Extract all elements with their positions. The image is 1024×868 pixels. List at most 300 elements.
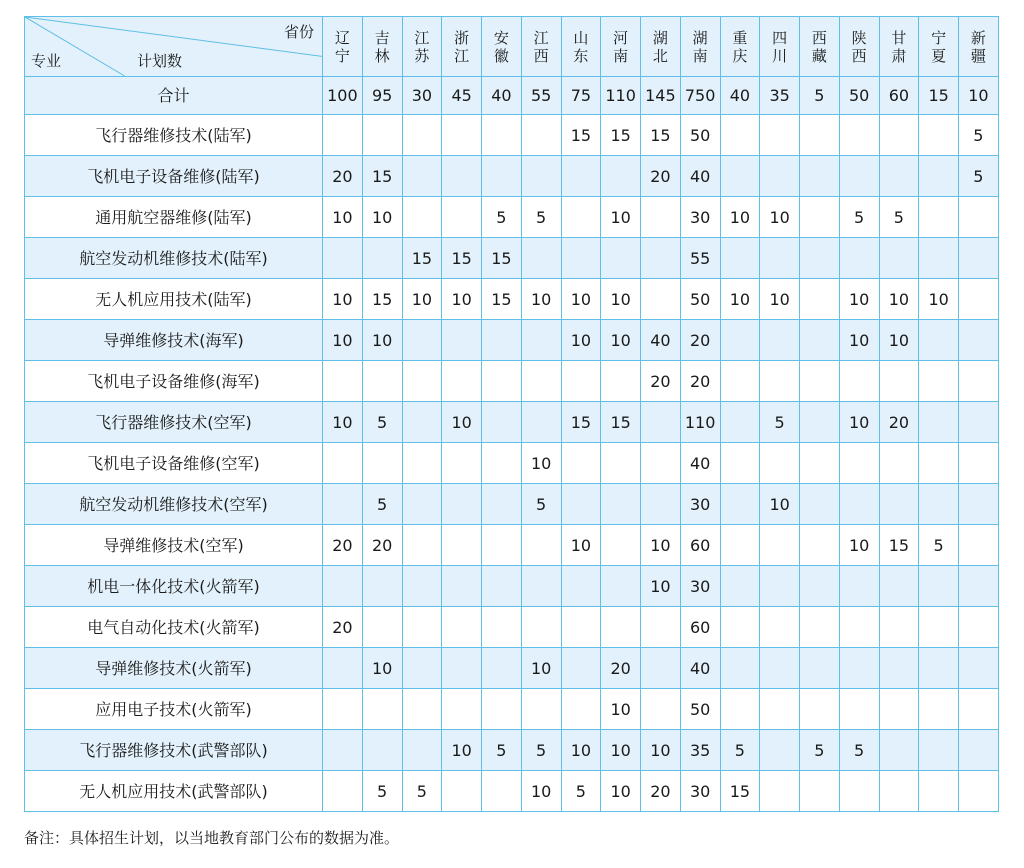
plan-count-cell: 10 <box>561 320 601 361</box>
plan-count-cell <box>521 320 561 361</box>
plan-count-cell <box>601 361 641 402</box>
total-cell: 145 <box>641 77 681 115</box>
plan-count-cell <box>402 156 442 197</box>
province-header: 江苏 <box>402 17 442 77</box>
plan-count-cell <box>442 607 482 648</box>
province-header: 辽宁 <box>323 17 363 77</box>
plan-count-cell <box>362 689 402 730</box>
plan-count-cell: 5 <box>362 484 402 525</box>
plan-count-cell <box>839 648 879 689</box>
major-name-cell: 飞行器维修技术(空军) <box>25 402 323 443</box>
plan-count-cell: 5 <box>919 525 959 566</box>
plan-count-cell: 10 <box>442 730 482 771</box>
plan-count-cell: 35 <box>680 730 720 771</box>
plan-count-cell <box>720 525 760 566</box>
plan-count-cell: 15 <box>601 402 641 443</box>
plan-count-cell <box>919 320 959 361</box>
table-row <box>25 484 999 525</box>
plan-count-cell <box>641 689 681 730</box>
plan-count-cell <box>362 361 402 402</box>
plan-count-cell <box>839 689 879 730</box>
corner-plan-count-label: 计划数 <box>137 52 183 70</box>
plan-count-cell <box>561 566 601 607</box>
plan-count-cell <box>482 443 522 484</box>
total-cell: 75 <box>561 77 601 115</box>
plan-count-cell: 10 <box>760 279 800 320</box>
plan-count-cell <box>839 443 879 484</box>
province-header: 西藏 <box>800 17 840 77</box>
plan-count-cell <box>601 484 641 525</box>
major-name-cell: 导弹维修技术(海军) <box>25 320 323 361</box>
plan-count-cell: 15 <box>601 115 641 156</box>
major-name-cell: 无人机应用技术(陆军) <box>25 279 323 320</box>
plan-count-cell <box>442 361 482 402</box>
plan-count-cell: 30 <box>680 484 720 525</box>
major-name-cell: 飞机电子设备维修(陆军) <box>25 156 323 197</box>
plan-count-cell <box>720 689 760 730</box>
plan-count-cell <box>720 484 760 525</box>
plan-count-cell <box>601 443 641 484</box>
plan-count-cell <box>362 607 402 648</box>
plan-count-cell <box>959 607 999 648</box>
plan-count-cell <box>919 156 959 197</box>
plan-count-cell <box>561 361 601 402</box>
plan-count-cell <box>561 484 601 525</box>
plan-count-cell <box>959 238 999 279</box>
total-label: 合计 <box>25 77 323 115</box>
plan-count-cell <box>442 115 482 156</box>
total-cell: 30 <box>402 77 442 115</box>
plan-count-cell <box>959 730 999 771</box>
total-cell: 40 <box>482 77 522 115</box>
plan-count-cell <box>482 115 522 156</box>
major-name-cell: 电气自动化技术(火箭军) <box>25 607 323 648</box>
plan-count-cell: 10 <box>601 279 641 320</box>
plan-count-cell: 10 <box>839 320 879 361</box>
plan-count-cell <box>561 648 601 689</box>
plan-count-cell: 20 <box>323 525 363 566</box>
plan-count-cell: 15 <box>402 238 442 279</box>
plan-count-cell <box>442 320 482 361</box>
enrollment-plan-table <box>24 16 999 812</box>
table-row <box>25 525 999 566</box>
plan-count-cell: 10 <box>839 525 879 566</box>
plan-count-cell <box>482 648 522 689</box>
plan-count-cell: 10 <box>402 279 442 320</box>
plan-count-cell <box>442 156 482 197</box>
plan-count-cell <box>879 361 919 402</box>
plan-count-cell <box>959 402 999 443</box>
plan-count-cell: 10 <box>561 279 601 320</box>
plan-count-cell: 10 <box>323 402 363 443</box>
plan-count-cell <box>919 730 959 771</box>
major-name-cell: 导弹维修技术(空军) <box>25 525 323 566</box>
total-cell: 95 <box>362 77 402 115</box>
plan-count-cell <box>800 402 840 443</box>
plan-count-cell <box>720 361 760 402</box>
plan-count-cell <box>959 361 999 402</box>
plan-count-cell: 5 <box>959 156 999 197</box>
plan-count-cell: 10 <box>323 197 363 238</box>
plan-count-cell: 10 <box>362 648 402 689</box>
table-row <box>25 197 999 238</box>
plan-count-cell: 10 <box>641 566 681 607</box>
plan-count-cell: 5 <box>482 197 522 238</box>
province-header: 陕西 <box>839 17 879 77</box>
plan-count-cell <box>442 689 482 730</box>
plan-count-cell <box>760 607 800 648</box>
plan-count-cell <box>760 525 800 566</box>
plan-count-cell <box>800 197 840 238</box>
plan-count-cell <box>919 443 959 484</box>
plan-count-cell <box>800 566 840 607</box>
plan-count-cell <box>442 525 482 566</box>
plan-count-cell: 10 <box>760 484 800 525</box>
plan-count-cell: 5 <box>800 730 840 771</box>
major-name-cell: 机电一体化技术(火箭军) <box>25 566 323 607</box>
plan-count-cell <box>402 115 442 156</box>
province-header: 宁夏 <box>919 17 959 77</box>
plan-count-cell <box>561 443 601 484</box>
province-header: 安徽 <box>482 17 522 77</box>
province-header: 吉林 <box>362 17 402 77</box>
plan-count-cell: 10 <box>362 320 402 361</box>
plan-count-cell <box>760 771 800 812</box>
plan-count-cell <box>839 156 879 197</box>
enrollment-plan-table-container <box>24 16 998 812</box>
plan-count-cell <box>800 607 840 648</box>
plan-count-cell <box>561 689 601 730</box>
table-row <box>25 115 999 156</box>
plan-count-cell <box>919 689 959 730</box>
major-name-cell: 飞行器维修技术(陆军) <box>25 115 323 156</box>
plan-count-cell <box>402 402 442 443</box>
plan-count-cell <box>800 525 840 566</box>
plan-count-cell: 110 <box>680 402 720 443</box>
plan-count-cell <box>879 156 919 197</box>
plan-count-cell: 55 <box>680 238 720 279</box>
plan-count-cell <box>641 279 681 320</box>
plan-count-cell <box>760 648 800 689</box>
plan-count-cell <box>800 320 840 361</box>
plan-count-cell <box>720 115 760 156</box>
province-header: 新疆 <box>959 17 999 77</box>
plan-count-cell: 10 <box>839 402 879 443</box>
plan-count-cell: 10 <box>323 320 363 361</box>
major-name-cell: 无人机应用技术(武警部队) <box>25 771 323 812</box>
plan-count-cell: 10 <box>641 730 681 771</box>
plan-count-cell <box>720 607 760 648</box>
plan-count-cell <box>959 279 999 320</box>
plan-count-cell <box>959 484 999 525</box>
plan-count-cell <box>402 730 442 771</box>
province-header: 河南 <box>601 17 641 77</box>
table-row <box>25 443 999 484</box>
total-cell: 10 <box>959 77 999 115</box>
plan-count-cell <box>879 730 919 771</box>
plan-count-cell <box>402 648 442 689</box>
plan-count-cell <box>402 607 442 648</box>
table-row <box>25 730 999 771</box>
plan-count-cell <box>800 689 840 730</box>
plan-count-cell <box>959 566 999 607</box>
plan-count-cell <box>482 566 522 607</box>
plan-count-cell <box>839 361 879 402</box>
major-name-cell: 航空发动机维修技术(空军) <box>25 484 323 525</box>
plan-count-cell <box>521 238 561 279</box>
plan-count-cell <box>720 402 760 443</box>
plan-count-cell: 15 <box>482 238 522 279</box>
major-name-cell: 飞机电子设备维修(海军) <box>25 361 323 402</box>
table-row <box>25 156 999 197</box>
plan-count-cell <box>521 402 561 443</box>
plan-count-cell: 10 <box>601 771 641 812</box>
plan-count-cell: 10 <box>641 525 681 566</box>
plan-count-cell <box>323 730 363 771</box>
plan-count-cell <box>919 402 959 443</box>
plan-count-cell: 10 <box>323 279 363 320</box>
plan-count-cell: 5 <box>362 402 402 443</box>
plan-count-cell: 15 <box>482 279 522 320</box>
plan-count-cell <box>521 525 561 566</box>
plan-count-cell: 5 <box>521 197 561 238</box>
plan-count-cell: 10 <box>919 279 959 320</box>
total-cell: 100 <box>323 77 363 115</box>
plan-count-cell: 20 <box>601 648 641 689</box>
plan-count-cell <box>959 648 999 689</box>
plan-count-cell <box>442 197 482 238</box>
plan-count-cell <box>720 238 760 279</box>
plan-count-cell <box>442 771 482 812</box>
plan-count-cell <box>800 279 840 320</box>
table-row <box>25 279 999 320</box>
plan-count-cell <box>879 689 919 730</box>
plan-count-cell: 15 <box>879 525 919 566</box>
plan-count-cell: 50 <box>680 689 720 730</box>
plan-count-cell: 5 <box>482 730 522 771</box>
plan-count-cell <box>919 771 959 812</box>
major-name-cell: 通用航空器维修(陆军) <box>25 197 323 238</box>
plan-count-cell <box>402 525 442 566</box>
province-header: 江西 <box>521 17 561 77</box>
plan-count-cell <box>362 443 402 484</box>
plan-count-cell: 60 <box>680 607 720 648</box>
plan-count-cell <box>919 607 959 648</box>
plan-count-cell <box>641 443 681 484</box>
table-row <box>25 402 999 443</box>
plan-count-cell <box>641 607 681 648</box>
plan-count-cell: 10 <box>442 402 482 443</box>
total-row <box>25 77 999 115</box>
plan-count-cell: 20 <box>879 402 919 443</box>
plan-count-cell: 10 <box>561 525 601 566</box>
plan-count-cell <box>919 238 959 279</box>
plan-count-cell <box>879 484 919 525</box>
major-name-cell: 应用电子技术(火箭军) <box>25 689 323 730</box>
corner-header-cell <box>25 17 323 77</box>
plan-count-cell: 5 <box>839 197 879 238</box>
province-header: 湖南 <box>680 17 720 77</box>
plan-count-cell: 10 <box>442 279 482 320</box>
plan-count-cell <box>402 320 442 361</box>
plan-count-cell: 15 <box>362 279 402 320</box>
plan-count-cell <box>879 771 919 812</box>
plan-count-cell <box>482 156 522 197</box>
plan-count-cell <box>561 238 601 279</box>
plan-count-cell <box>919 115 959 156</box>
plan-count-cell <box>402 197 442 238</box>
plan-count-cell <box>959 689 999 730</box>
plan-count-cell: 30 <box>680 566 720 607</box>
table-row <box>25 566 999 607</box>
plan-count-cell <box>919 361 959 402</box>
plan-count-cell <box>720 320 760 361</box>
plan-count-cell: 40 <box>641 320 681 361</box>
plan-count-cell <box>601 156 641 197</box>
plan-count-cell <box>482 484 522 525</box>
total-cell: 45 <box>442 77 482 115</box>
plan-count-cell <box>323 115 363 156</box>
plan-count-cell <box>839 771 879 812</box>
plan-count-cell: 20 <box>680 320 720 361</box>
plan-count-cell <box>362 238 402 279</box>
table-row <box>25 771 999 812</box>
table-row <box>25 607 999 648</box>
plan-count-cell <box>323 771 363 812</box>
plan-count-cell <box>800 443 840 484</box>
plan-count-cell: 5 <box>362 771 402 812</box>
plan-count-cell <box>362 730 402 771</box>
plan-count-cell <box>482 320 522 361</box>
plan-count-cell <box>561 156 601 197</box>
plan-count-cell <box>601 566 641 607</box>
plan-count-cell <box>959 197 999 238</box>
plan-count-cell <box>323 443 363 484</box>
table-row <box>25 648 999 689</box>
plan-count-cell <box>839 115 879 156</box>
plan-count-cell: 10 <box>879 320 919 361</box>
province-header: 浙江 <box>442 17 482 77</box>
plan-count-cell: 10 <box>720 279 760 320</box>
plan-count-cell <box>879 443 919 484</box>
plan-count-cell <box>879 238 919 279</box>
table-body <box>25 77 999 812</box>
plan-count-cell: 30 <box>680 771 720 812</box>
plan-count-cell <box>362 115 402 156</box>
plan-count-cell <box>800 156 840 197</box>
plan-count-cell <box>760 689 800 730</box>
plan-count-cell: 15 <box>720 771 760 812</box>
plan-count-cell <box>720 566 760 607</box>
plan-count-cell: 10 <box>760 197 800 238</box>
total-cell: 55 <box>521 77 561 115</box>
plan-count-cell <box>760 238 800 279</box>
plan-count-cell <box>323 648 363 689</box>
plan-count-cell: 40 <box>680 156 720 197</box>
plan-count-cell <box>601 525 641 566</box>
plan-count-cell <box>800 361 840 402</box>
plan-count-cell: 10 <box>521 771 561 812</box>
plan-count-cell <box>919 484 959 525</box>
total-cell: 40 <box>720 77 760 115</box>
plan-count-cell <box>482 607 522 648</box>
plan-count-cell: 15 <box>561 402 601 443</box>
plan-count-cell: 20 <box>680 361 720 402</box>
plan-count-cell: 20 <box>641 771 681 812</box>
plan-count-cell <box>641 648 681 689</box>
table-row <box>25 361 999 402</box>
province-header: 湖北 <box>641 17 681 77</box>
total-cell: 5 <box>800 77 840 115</box>
plan-count-cell <box>442 443 482 484</box>
plan-count-cell <box>442 566 482 607</box>
plan-count-cell <box>760 730 800 771</box>
plan-count-cell <box>839 238 879 279</box>
plan-count-cell <box>800 238 840 279</box>
plan-count-cell: 5 <box>561 771 601 812</box>
plan-count-cell: 20 <box>641 361 681 402</box>
plan-count-cell: 10 <box>601 197 641 238</box>
plan-count-cell <box>561 607 601 648</box>
total-cell: 35 <box>760 77 800 115</box>
plan-count-cell: 10 <box>521 648 561 689</box>
province-header: 甘肃 <box>879 17 919 77</box>
plan-count-cell: 40 <box>680 443 720 484</box>
plan-count-cell <box>919 566 959 607</box>
plan-count-cell <box>879 566 919 607</box>
plan-count-cell: 40 <box>680 648 720 689</box>
plan-count-cell <box>959 525 999 566</box>
plan-count-cell <box>919 648 959 689</box>
plan-count-cell: 50 <box>680 279 720 320</box>
plan-count-cell: 10 <box>879 279 919 320</box>
major-name-cell: 飞行器维修技术(武警部队) <box>25 730 323 771</box>
plan-count-cell <box>482 361 522 402</box>
plan-count-cell <box>521 566 561 607</box>
plan-count-cell: 60 <box>680 525 720 566</box>
plan-count-cell: 20 <box>362 525 402 566</box>
plan-count-cell: 5 <box>839 730 879 771</box>
plan-count-cell <box>800 771 840 812</box>
plan-count-cell <box>521 607 561 648</box>
plan-count-cell <box>760 115 800 156</box>
plan-count-cell: 10 <box>561 730 601 771</box>
province-header: 山东 <box>561 17 601 77</box>
plan-count-cell <box>800 484 840 525</box>
total-cell: 15 <box>919 77 959 115</box>
plan-count-cell: 10 <box>521 279 561 320</box>
plan-count-cell <box>959 771 999 812</box>
total-cell: 60 <box>879 77 919 115</box>
major-name-cell: 飞机电子设备维修(空军) <box>25 443 323 484</box>
plan-count-cell: 20 <box>641 156 681 197</box>
plan-count-cell <box>362 566 402 607</box>
plan-count-cell <box>521 115 561 156</box>
plan-count-cell: 5 <box>402 771 442 812</box>
plan-count-cell <box>601 607 641 648</box>
plan-count-cell: 10 <box>601 320 641 361</box>
plan-count-cell: 15 <box>362 156 402 197</box>
plan-count-cell <box>641 402 681 443</box>
plan-count-cell <box>442 484 482 525</box>
plan-count-cell: 10 <box>521 443 561 484</box>
plan-count-cell <box>641 238 681 279</box>
plan-count-cell: 10 <box>839 279 879 320</box>
plan-count-cell <box>521 156 561 197</box>
plan-count-cell <box>402 566 442 607</box>
plan-count-cell <box>879 607 919 648</box>
province-header: 四川 <box>760 17 800 77</box>
